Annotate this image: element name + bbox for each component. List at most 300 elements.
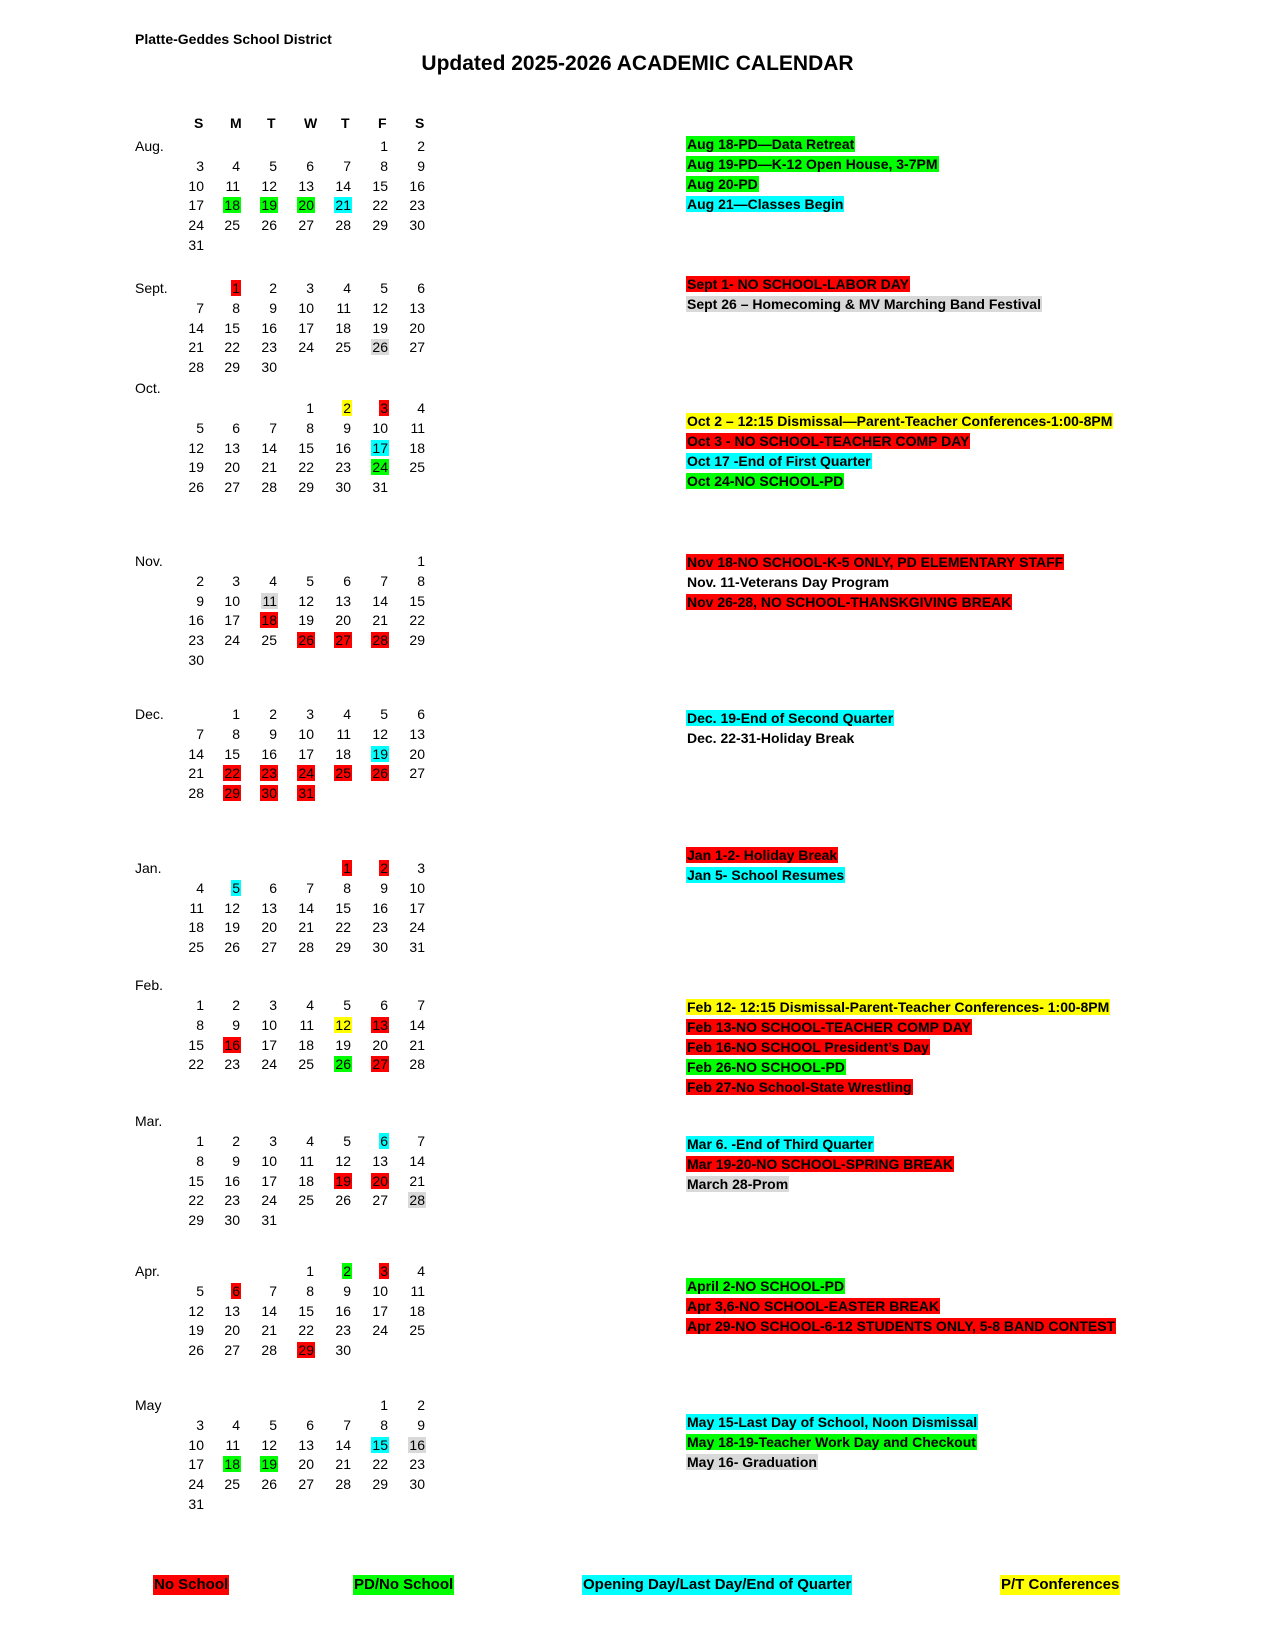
- day-cell: 7: [196, 299, 204, 316]
- day-cell: 8: [232, 725, 240, 742]
- month-name: Nov.: [135, 553, 163, 569]
- day-cell: 10: [372, 419, 388, 436]
- day-cell: 5: [269, 157, 277, 174]
- day-cell: 23: [335, 459, 351, 476]
- day-cell: 22: [224, 339, 240, 356]
- day-cell: 30: [335, 479, 351, 496]
- day-cell: 27: [372, 1192, 388, 1209]
- day-cell: 15: [188, 1172, 204, 1189]
- day-cell: 6: [380, 997, 388, 1013]
- day-cell: 16: [261, 745, 277, 762]
- day-cell: 16: [372, 899, 388, 916]
- day-cell: 5: [343, 1133, 351, 1149]
- day-cell: 7: [269, 1282, 277, 1299]
- day-cell: 16: [188, 612, 204, 629]
- day-cell: 21: [409, 1172, 425, 1189]
- legend-item: No School: [154, 1576, 229, 1593]
- event-item: April 2-NO SCHOOL-PD: [687, 1278, 845, 1294]
- day-cell: 17: [409, 899, 425, 916]
- legend-item: P/T Conferences: [1001, 1576, 1120, 1593]
- legend-item: Opening Day/Last Day/End of Quarter: [583, 1576, 852, 1593]
- event-item: May 18-19-Teacher Work Day and Checkout: [687, 1434, 976, 1450]
- day-cell: 12: [372, 299, 388, 316]
- day-cell: 19: [224, 919, 240, 936]
- day-cell: 15: [298, 1302, 314, 1319]
- day-cell: 13: [298, 1436, 314, 1453]
- day-cell: 14: [261, 439, 277, 456]
- day-cell: 9: [343, 419, 351, 436]
- day-cell: 23: [261, 765, 277, 782]
- event-item: Oct 17 -End of First Quarter: [687, 453, 871, 469]
- legend-item: PD/No School: [354, 1576, 454, 1593]
- day-cell: 21: [335, 1456, 351, 1473]
- day-cell: 14: [261, 1302, 277, 1319]
- day-cell: 9: [417, 157, 425, 174]
- day-cell: 30: [261, 359, 277, 376]
- day-cell: 5: [232, 879, 240, 896]
- day-cell: 10: [409, 879, 425, 896]
- day-cell: 16: [409, 177, 425, 194]
- day-cell: 26: [372, 339, 388, 356]
- day-cell: 26: [224, 939, 240, 956]
- day-cell: 7: [343, 1416, 351, 1433]
- day-cell: 15: [298, 439, 314, 456]
- day-cell: 14: [409, 1016, 425, 1033]
- day-cell: 10: [261, 1016, 277, 1033]
- day-cell: 11: [336, 725, 351, 742]
- day-cell: 29: [298, 1342, 314, 1359]
- event-item: Aug 20-PD: [687, 176, 758, 192]
- day-cell: 19: [188, 1322, 204, 1339]
- day-cell: 2: [417, 138, 425, 154]
- day-cell: 7: [196, 725, 204, 742]
- day-cell: 5: [306, 572, 314, 589]
- day-cell: 27: [409, 765, 425, 782]
- day-cell: 24: [372, 1322, 388, 1339]
- month-name: Apr.: [135, 1263, 160, 1279]
- day-cell: 14: [188, 319, 204, 336]
- day-cell: 10: [224, 592, 240, 609]
- day-cell: 15: [335, 899, 351, 916]
- day-cell: 30: [409, 1476, 425, 1493]
- day-cell: 19: [261, 1456, 277, 1473]
- day-cell: 4: [343, 280, 351, 296]
- day-cell: 20: [261, 919, 277, 936]
- day-cell: 24: [372, 459, 388, 476]
- day-cell: 25: [261, 632, 277, 649]
- day-cell: 24: [409, 919, 425, 936]
- day-cell: 14: [335, 1436, 351, 1453]
- day-cell: 26: [261, 217, 277, 234]
- day-cell: 1: [380, 1397, 388, 1413]
- day-cell: 15: [409, 592, 425, 609]
- event-item: Feb 26-NO SCHOOL-PD: [687, 1059, 845, 1075]
- day-cell: 29: [188, 1212, 204, 1229]
- day-cell: 6: [417, 280, 425, 296]
- day-cell: 17: [298, 745, 314, 762]
- day-cell: 31: [372, 479, 388, 496]
- day-cell: 3: [269, 997, 277, 1013]
- month-name: Oct.: [135, 380, 161, 396]
- day-cell: 22: [224, 765, 240, 782]
- day-cell: 18: [298, 1172, 314, 1189]
- day-cell: 12: [224, 899, 240, 916]
- day-cell: 28: [335, 217, 351, 234]
- day-cell: 14: [372, 592, 388, 609]
- day-cell: 4: [306, 997, 314, 1013]
- month-name: Aug.: [135, 138, 164, 154]
- day-cell: 4: [343, 706, 351, 722]
- day-cell: 5: [380, 706, 388, 722]
- day-cell: 8: [417, 572, 425, 589]
- day-cell: 12: [335, 1152, 351, 1169]
- day-cell: 23: [188, 632, 204, 649]
- day-cell: 15: [224, 319, 240, 336]
- day-cell: 19: [335, 1036, 351, 1053]
- day-cell: 18: [188, 919, 204, 936]
- day-cell: 9: [269, 299, 277, 316]
- event-item: Oct 24-NO SCHOOL-PD: [687, 473, 844, 489]
- weekday-label: W: [304, 115, 318, 131]
- day-cell: 9: [343, 1282, 351, 1299]
- event-item: Apr 29-NO SCHOOL-6-12 STUDENTS ONLY, 5-8 BAND CONTEST: [687, 1318, 1116, 1334]
- day-cell: 18: [335, 745, 351, 762]
- day-cell: 6: [380, 1133, 388, 1149]
- day-cell: 16: [335, 1302, 351, 1319]
- day-cell: 8: [343, 879, 351, 896]
- day-cell: 12: [261, 177, 277, 194]
- day-cell: 4: [269, 572, 277, 589]
- day-cell: 6: [417, 706, 425, 722]
- day-cell: 17: [224, 612, 240, 629]
- day-cell: 25: [224, 1476, 240, 1493]
- day-cell: 23: [372, 919, 388, 936]
- day-cell: 11: [410, 1282, 425, 1299]
- weekday-label: M: [230, 115, 242, 131]
- month-name: May: [135, 1397, 162, 1413]
- day-cell: 23: [261, 339, 277, 356]
- day-cell: 20: [298, 197, 314, 214]
- event-item: Nov. 11-Veterans Day Program: [687, 574, 890, 590]
- day-cell: 31: [188, 1496, 204, 1512]
- day-cell: 5: [196, 1282, 204, 1299]
- day-cell: 10: [298, 725, 314, 742]
- event-item: Nov 26-28, NO SCHOOL-THANSKGIVING BREAK: [687, 594, 1012, 610]
- event-item: Sept 26 – Homecoming & MV Marching Band Festival: [687, 296, 1041, 312]
- day-cell: 20: [409, 745, 425, 762]
- weekday-label: F: [378, 115, 387, 131]
- day-cell: 9: [269, 725, 277, 742]
- day-cell: 22: [409, 612, 425, 629]
- day-cell: 17: [261, 1172, 277, 1189]
- day-cell: 8: [306, 419, 314, 436]
- day-cell: 7: [380, 572, 388, 589]
- day-cell: 23: [409, 197, 425, 214]
- day-cell: 21: [372, 612, 388, 629]
- day-cell: 21: [409, 1036, 425, 1053]
- day-cell: 14: [188, 745, 204, 762]
- day-cell: 4: [417, 1263, 425, 1279]
- day-cell: 29: [372, 217, 388, 234]
- day-cell: 23: [224, 1056, 240, 1073]
- day-cell: 11: [299, 1152, 314, 1169]
- day-cell: 16: [261, 319, 277, 336]
- day-cell: 13: [409, 299, 425, 316]
- event-item: Feb 12- 12:15 Dismissal-Parent-Teacher Conferences- 1:00-8PM: [687, 999, 1110, 1015]
- day-cell: 25: [188, 939, 204, 956]
- day-cell: 5: [269, 1416, 277, 1433]
- day-cell: 18: [261, 612, 277, 629]
- day-cell: 16: [335, 439, 351, 456]
- day-cell: 7: [306, 879, 314, 896]
- day-cell: 19: [372, 319, 388, 336]
- day-cell: 25: [335, 765, 351, 782]
- day-cell: 27: [335, 632, 351, 649]
- day-cell: 31: [188, 237, 204, 253]
- day-cell: 22: [188, 1056, 204, 1073]
- day-cell: 6: [232, 419, 240, 436]
- day-cell: 25: [224, 217, 240, 234]
- day-cell: 13: [409, 725, 425, 742]
- day-cell: 21: [261, 459, 277, 476]
- day-cell: 19: [335, 1172, 351, 1189]
- day-cell: 16: [224, 1036, 240, 1053]
- day-cell: 30: [372, 939, 388, 956]
- day-cell: 11: [225, 1436, 240, 1453]
- day-cell: 6: [306, 157, 314, 174]
- day-cell: 20: [372, 1036, 388, 1053]
- day-cell: 2: [269, 706, 277, 722]
- month-name: Dec.: [135, 706, 164, 722]
- day-cell: 30: [335, 1342, 351, 1359]
- day-cell: 28: [335, 1476, 351, 1493]
- day-cell: 1: [343, 860, 351, 876]
- event-item: Mar 19-20-NO SCHOOL-SPRING BREAK: [687, 1156, 954, 1172]
- day-cell: 7: [343, 157, 351, 174]
- page-title: Updated 2025-2026 ACADEMIC CALENDAR: [421, 52, 854, 75]
- day-cell: 17: [261, 1036, 277, 1053]
- day-cell: 10: [188, 1436, 204, 1453]
- day-cell: 3: [269, 1133, 277, 1149]
- day-cell: 24: [188, 1476, 204, 1493]
- day-cell: 20: [409, 319, 425, 336]
- day-cell: 21: [188, 765, 204, 782]
- day-cell: 24: [261, 1056, 277, 1073]
- day-cell: 4: [417, 400, 425, 416]
- day-cell: 3: [196, 157, 204, 174]
- day-cell: 12: [188, 1302, 204, 1319]
- day-cell: 14: [335, 177, 351, 194]
- day-cell: 3: [232, 572, 240, 589]
- day-cell: 17: [298, 319, 314, 336]
- weekday-label: S: [415, 115, 425, 131]
- day-cell: 4: [196, 879, 204, 896]
- day-cell: 10: [372, 1282, 388, 1299]
- event-item: Jan 5- School Resumes: [687, 867, 845, 883]
- day-cell: 18: [224, 197, 240, 214]
- day-cell: 21: [298, 919, 314, 936]
- day-cell: 21: [188, 339, 204, 356]
- day-cell: 11: [299, 1016, 314, 1033]
- day-cell: 20: [224, 1322, 240, 1339]
- day-cell: 10: [298, 299, 314, 316]
- day-cell: 22: [372, 1456, 388, 1473]
- month-name: Jan.: [135, 860, 162, 876]
- event-item: Aug 18-PD—Data Retreat: [687, 136, 855, 152]
- day-cell: 13: [372, 1152, 388, 1169]
- day-cell: 2: [343, 1263, 351, 1279]
- day-cell: 21: [261, 1322, 277, 1339]
- day-cell: 24: [224, 632, 240, 649]
- day-cell: 1: [306, 1263, 314, 1279]
- day-cell: 15: [372, 177, 388, 194]
- day-cell: 11: [336, 299, 351, 316]
- day-cell: 15: [372, 1436, 388, 1453]
- day-cell: 13: [224, 1302, 240, 1319]
- day-cell: 5: [380, 280, 388, 296]
- day-cell: 27: [298, 217, 314, 234]
- day-cell: 27: [409, 339, 425, 356]
- day-cell: 4: [306, 1133, 314, 1149]
- day-cell: 20: [335, 612, 351, 629]
- day-cell: 8: [232, 299, 240, 316]
- day-cell: 29: [298, 479, 314, 496]
- event-item: Apr 3,6-NO SCHOOL-EASTER BREAK: [687, 1298, 940, 1314]
- day-cell: 8: [196, 1016, 204, 1033]
- day-cell: 2: [417, 1397, 425, 1413]
- day-cell: 24: [188, 217, 204, 234]
- day-cell: 25: [298, 1056, 314, 1073]
- day-cell: 23: [224, 1192, 240, 1209]
- day-cell: 6: [269, 879, 277, 896]
- day-cell: 14: [409, 1152, 425, 1169]
- day-cell: 20: [224, 459, 240, 476]
- day-cell: 3: [306, 706, 314, 722]
- day-cell: 6: [306, 1416, 314, 1433]
- day-cell: 13: [372, 1016, 388, 1033]
- day-cell: 1: [196, 1133, 204, 1149]
- day-cell: 13: [335, 592, 351, 609]
- day-cell: 3: [380, 400, 388, 416]
- event-item: Aug 21—Classes Begin: [687, 196, 844, 212]
- day-cell: 27: [224, 479, 240, 496]
- event-item: Dec. 22-31-Holiday Break: [687, 730, 855, 746]
- event-item: Oct 3 - NO SCHOOL-TEACHER COMP DAY: [687, 433, 970, 449]
- event-item: Feb 27-No School-State Wrestling: [687, 1079, 912, 1095]
- day-cell: 7: [417, 1133, 425, 1149]
- day-cell: 6: [343, 572, 351, 589]
- event-item: Oct 2 – 12:15 Dismissal—Parent-Teacher Conferences-1:00-8PM: [687, 413, 1113, 429]
- day-cell: 13: [298, 177, 314, 194]
- day-cell: 28: [409, 1056, 425, 1073]
- day-cell: 27: [372, 1056, 388, 1073]
- day-cell: 11: [262, 592, 277, 609]
- day-cell: 24: [261, 1192, 277, 1209]
- day-cell: 1: [232, 280, 240, 296]
- day-cell: 17: [188, 1456, 204, 1473]
- day-cell: 15: [224, 745, 240, 762]
- day-cell: 29: [224, 785, 240, 802]
- day-cell: 3: [417, 860, 425, 876]
- day-cell: 9: [232, 1016, 240, 1033]
- day-cell: 8: [196, 1152, 204, 1169]
- day-cell: 25: [409, 459, 425, 476]
- day-cell: 17: [372, 1302, 388, 1319]
- day-cell: 7: [269, 419, 277, 436]
- day-cell: 2: [269, 280, 277, 296]
- day-cell: 12: [261, 1436, 277, 1453]
- day-cell: 12: [188, 439, 204, 456]
- day-cell: 2: [343, 400, 351, 416]
- day-cell: 31: [409, 939, 425, 956]
- day-cell: 24: [298, 765, 314, 782]
- day-cell: 16: [224, 1172, 240, 1189]
- district-name: Platte-Geddes School District: [135, 31, 332, 47]
- day-cell: 27: [298, 1476, 314, 1493]
- day-cell: 18: [298, 1036, 314, 1053]
- month-name: Sept.: [135, 280, 168, 296]
- event-item: Dec. 19-End of Second Quarter: [687, 710, 894, 726]
- day-cell: 12: [298, 592, 314, 609]
- day-cell: 18: [224, 1456, 240, 1473]
- day-cell: 26: [298, 632, 314, 649]
- day-cell: 4: [232, 1416, 240, 1433]
- day-cell: 23: [335, 1322, 351, 1339]
- day-cell: 28: [298, 939, 314, 956]
- day-cell: 14: [298, 899, 314, 916]
- day-cell: 26: [372, 765, 388, 782]
- month-name: Feb.: [135, 977, 164, 993]
- day-cell: 31: [261, 1212, 277, 1229]
- day-cell: 2: [380, 860, 388, 876]
- day-cell: 29: [224, 359, 240, 376]
- day-cell: 25: [335, 339, 351, 356]
- day-cell: 11: [225, 177, 240, 194]
- event-item: Aug 19-PD—K-12 Open House, 3-7PM: [687, 156, 938, 172]
- day-cell: 8: [380, 157, 388, 174]
- day-cell: 9: [417, 1416, 425, 1433]
- day-cell: 13: [224, 439, 240, 456]
- day-cell: 30: [224, 1212, 240, 1229]
- weekday-label: T: [267, 115, 276, 131]
- day-cell: 1: [306, 400, 314, 416]
- event-item: Feb 13-NO SCHOOL-TEACHER COMP DAY: [687, 1019, 971, 1035]
- day-cell: 18: [409, 439, 425, 456]
- day-cell: 12: [372, 725, 388, 742]
- day-cell: 9: [380, 879, 388, 896]
- day-cell: 18: [409, 1302, 425, 1319]
- day-cell: 10: [261, 1152, 277, 1169]
- day-cell: 31: [298, 785, 314, 802]
- day-cell: 29: [372, 1476, 388, 1493]
- month-name: Mar.: [135, 1113, 163, 1129]
- day-cell: 22: [298, 459, 314, 476]
- day-cell: 13: [261, 899, 277, 916]
- day-cell: 26: [335, 1056, 351, 1073]
- day-cell: 30: [188, 652, 204, 668]
- day-cell: 11: [410, 419, 425, 436]
- day-cell: 8: [306, 1282, 314, 1299]
- day-cell: 10: [188, 177, 204, 194]
- day-cell: 16: [409, 1436, 425, 1453]
- day-cell: 2: [232, 1133, 240, 1149]
- event-item: Jan 1-2- Holiday Break: [687, 847, 838, 863]
- day-cell: 20: [298, 1456, 314, 1473]
- event-item: Feb 16-NO SCHOOL President’s Day: [687, 1039, 929, 1055]
- day-cell: 27: [261, 939, 277, 956]
- day-cell: 2: [196, 572, 204, 589]
- day-cell: 28: [261, 1342, 277, 1359]
